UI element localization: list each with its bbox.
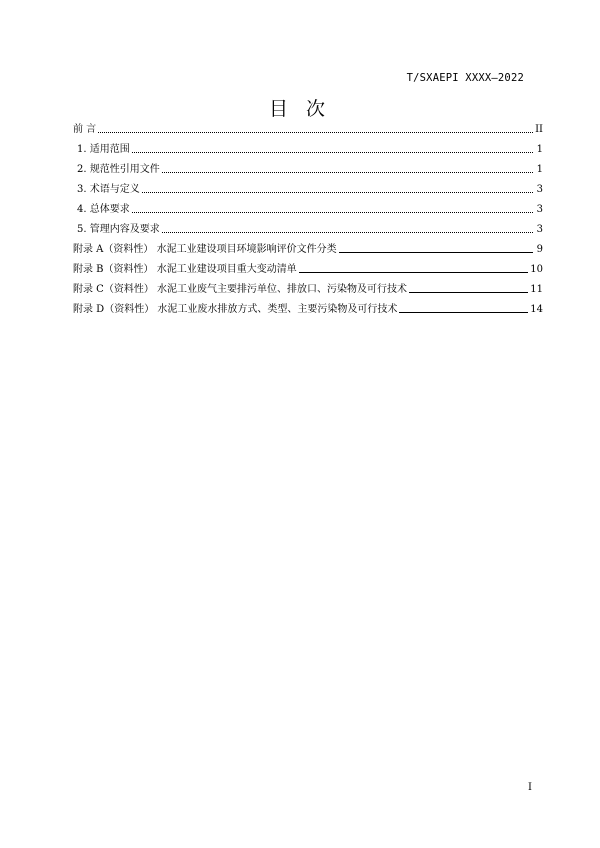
toc-leader — [98, 132, 533, 133]
toc-entry-page: 1 — [536, 144, 543, 155]
toc-title: 目 次 — [268, 98, 332, 120]
toc-entry-label: 附录 D（资料性） 水泥工业废水排放方式、类型、主要污染物及可行技术 — [73, 304, 398, 315]
toc-entry-label: 附录 B（资料性） 水泥工业建设项目重大变动清单 — [73, 264, 297, 275]
toc-entry-general-requirements[interactable] — [73, 203, 543, 216]
toc-entry-label: 3. 术语与定义 — [77, 184, 140, 195]
toc-entry-page: 11 — [530, 284, 543, 295]
toc-entry-page: 14 — [530, 304, 543, 315]
toc-entry-label: 1. 适用范围 — [77, 144, 130, 155]
toc-entry-label: 附录 A（资料性） 水泥工业建设项目环境影响评价文件分类 — [73, 244, 337, 255]
toc-leader — [162, 232, 533, 233]
table-of-contents — [73, 123, 543, 323]
toc-leader — [299, 272, 529, 273]
toc-entry-normative-references[interactable] — [73, 163, 543, 176]
toc-leader — [132, 212, 533, 213]
toc-entry-management-content[interactable] — [73, 223, 543, 236]
toc-entry-page: 3 — [536, 204, 543, 215]
toc-entry-page: II — [535, 124, 543, 135]
toc-entry-foreword[interactable] — [73, 123, 543, 136]
toc-entry-label: 前 言 — [73, 124, 97, 135]
toc-entry-label: 附录 C（资料性） 水泥工业废气主要排污单位、排放口、污染物及可行技术 — [73, 284, 408, 295]
toc-entry-appendix-b[interactable] — [73, 263, 543, 276]
toc-leader — [142, 192, 533, 193]
toc-entry-appendix-c[interactable] — [73, 283, 543, 296]
toc-leader — [132, 152, 533, 153]
toc-entry-appendix-a[interactable] — [73, 243, 543, 256]
toc-leader — [399, 312, 528, 313]
toc-entry-appendix-d[interactable] — [73, 303, 543, 316]
toc-entry-page: 3 — [536, 224, 543, 235]
toc-entry-page: 10 — [530, 264, 543, 275]
toc-entry-label: 5. 管理内容及要求 — [77, 224, 160, 235]
toc-entry-label: 2. 规范性引用文件 — [77, 164, 160, 175]
page-number: I — [528, 782, 532, 793]
toc-entry-terms[interactable] — [73, 183, 543, 196]
standard-code: T/SXAEPI XXXX—2022 — [406, 72, 524, 84]
toc-entry-scope[interactable] — [73, 143, 543, 156]
toc-entry-label: 4. 总体要求 — [77, 204, 130, 215]
toc-entry-page: 1 — [536, 164, 543, 175]
toc-entry-page: 9 — [536, 244, 543, 255]
toc-leader — [409, 292, 528, 293]
toc-leader — [339, 252, 533, 253]
toc-entry-page: 3 — [536, 184, 543, 195]
toc-leader — [162, 172, 533, 173]
